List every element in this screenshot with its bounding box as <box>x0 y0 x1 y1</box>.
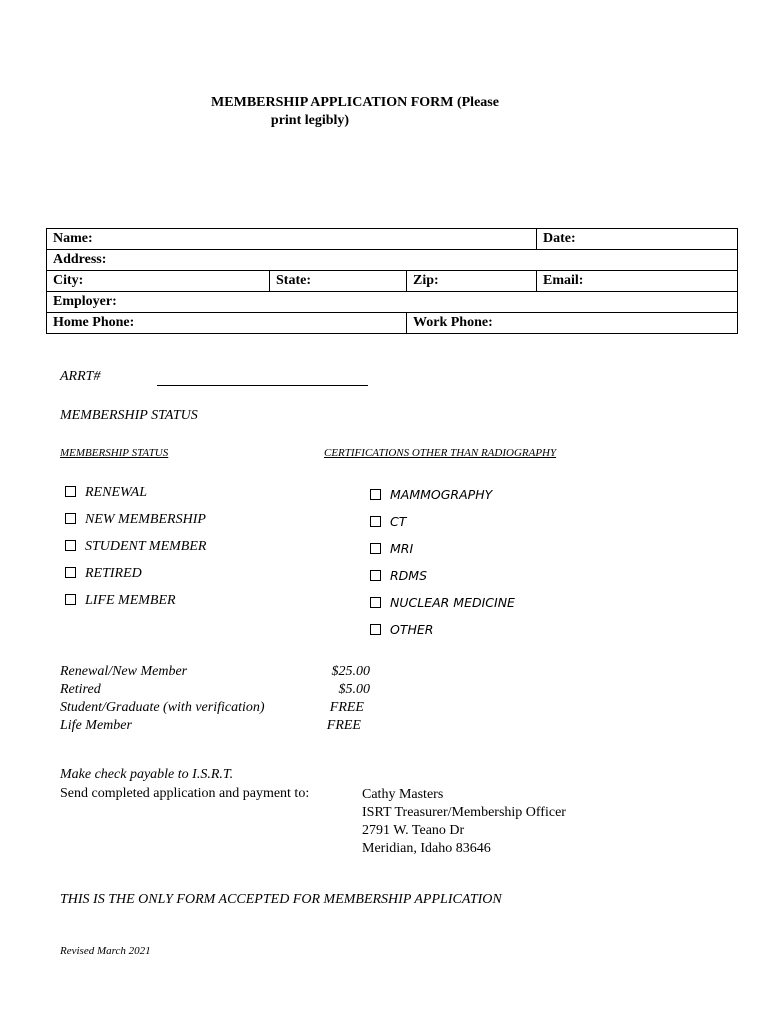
checkbox[interactable] <box>65 594 76 605</box>
address-label: Address: <box>53 252 107 267</box>
checkbox[interactable] <box>370 624 381 635</box>
send-label: Send completed application and payment to: <box>60 786 310 801</box>
option-label: NUCLEAR MEDICINE <box>390 595 515 610</box>
option-label: RDMS <box>390 568 428 583</box>
checkbox[interactable] <box>370 597 381 608</box>
membership-status-column-header: MEMBERSHIP STATUS <box>60 447 169 459</box>
fee-price: $25.00 <box>331 664 370 679</box>
option-label: MAMMOGRAPHY <box>390 487 493 502</box>
option-label: RETIRED <box>85 566 142 581</box>
option-retired[interactable] <box>65 565 206 592</box>
fee-price: $5.00 <box>338 682 370 697</box>
email-field[interactable] <box>537 271 738 292</box>
option-student-member[interactable] <box>65 538 206 565</box>
option-life-member[interactable] <box>65 592 206 619</box>
option-renewal[interactable] <box>65 484 206 511</box>
option-label: RENEWAL <box>85 485 148 500</box>
address-field[interactable] <box>47 250 738 271</box>
membership-status-heading: MEMBERSHIP STATUS <box>60 408 198 423</box>
option-mammography[interactable] <box>370 486 515 513</box>
applicant-info-table <box>46 228 738 334</box>
mailing-address <box>362 786 566 858</box>
certification-options <box>370 486 515 648</box>
option-ct[interactable] <box>370 513 515 540</box>
option-other[interactable] <box>370 621 515 648</box>
city-label: City: <box>53 273 84 288</box>
fee-label: Life Member <box>60 718 132 733</box>
checkbox[interactable] <box>370 543 381 554</box>
date-field[interactable] <box>537 229 738 250</box>
home-phone-label: Home Phone: <box>53 315 135 330</box>
checkbox[interactable] <box>65 567 76 578</box>
address-line: Meridian, Idaho 83646 <box>362 841 491 856</box>
employer-label: Employer: <box>53 294 117 309</box>
option-rdms[interactable] <box>370 567 515 594</box>
address-line: Cathy Masters <box>362 787 444 802</box>
fee-price: FREE <box>329 700 364 715</box>
option-label: OTHER <box>390 622 434 637</box>
address-line: 2791 W. Teano Dr <box>362 823 465 838</box>
fee-label: Renewal/New Member <box>60 664 188 679</box>
name-label: Name: <box>53 231 93 246</box>
form-title-line2: print legibly) <box>270 113 350 128</box>
option-label: NEW MEMBERSHIP <box>85 512 206 527</box>
employer-field[interactable] <box>47 292 738 313</box>
check-payable-text: Make check payable to I.S.R.T. <box>60 767 234 782</box>
name-field[interactable] <box>47 229 537 250</box>
option-label: CT <box>390 514 407 529</box>
fee-labels <box>60 663 265 735</box>
option-nuclear-medicine[interactable] <box>370 594 515 621</box>
option-new-membership[interactable] <box>65 511 206 538</box>
checkbox[interactable] <box>65 540 76 551</box>
work-phone-label: Work Phone: <box>413 315 493 330</box>
date-label: Date: <box>543 231 576 246</box>
zip-label: Zip: <box>413 273 439 288</box>
work-phone-field[interactable] <box>407 313 738 334</box>
home-phone-field[interactable] <box>47 313 407 334</box>
form-title <box>170 94 540 130</box>
membership-status-options <box>65 484 206 619</box>
city-field[interactable] <box>47 271 270 292</box>
form-title-line1: MEMBERSHIP APPLICATION FORM (Please <box>211 95 499 110</box>
revised-date: Revised March 2021 <box>60 945 151 957</box>
state-field[interactable] <box>270 271 407 292</box>
fee-price: FREE <box>326 718 361 733</box>
checkbox[interactable] <box>370 516 381 527</box>
state-label: State: <box>276 273 311 288</box>
only-form-notice: THIS IS THE ONLY FORM ACCEPTED FOR MEMBERSHIP APPLICATION <box>60 892 502 907</box>
option-label: STUDENT MEMBER <box>85 539 207 554</box>
checkbox[interactable] <box>370 489 381 500</box>
fee-prices <box>300 663 370 735</box>
checkbox[interactable] <box>65 513 76 524</box>
checkbox[interactable] <box>65 486 76 497</box>
checkbox[interactable] <box>370 570 381 581</box>
arrt-label: ARRT# <box>60 369 101 384</box>
option-label: MRI <box>390 541 414 556</box>
fee-label: Retired <box>60 682 101 697</box>
arrt-input-line[interactable] <box>157 369 368 386</box>
certifications-column-header: CERTIFICATIONS OTHER THAN RADIOGRAPHY <box>324 447 557 459</box>
option-mri[interactable] <box>370 540 515 567</box>
address-line: ISRT Treasurer/Membership Officer <box>362 805 566 820</box>
fee-label: Student/Graduate (with verification) <box>60 700 265 715</box>
zip-field[interactable] <box>407 271 537 292</box>
email-label: Email: <box>543 273 584 288</box>
option-label: LIFE MEMBER <box>85 593 176 608</box>
